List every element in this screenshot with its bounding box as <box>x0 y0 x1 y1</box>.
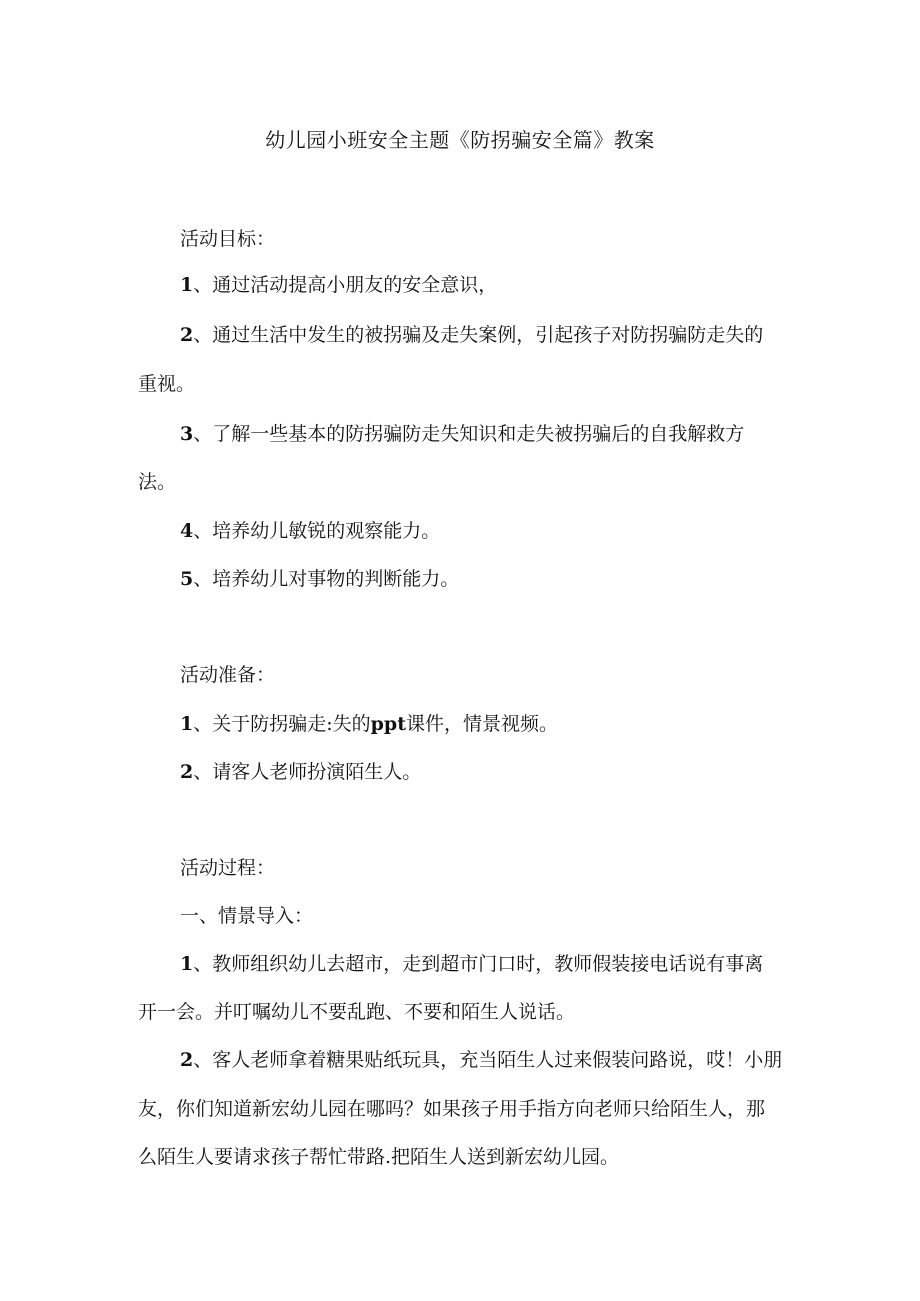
process-heading: 活动过程： <box>180 857 276 879</box>
goal-item-text: 、通过活动提高小朋友的安全意识， <box>193 274 498 296</box>
goal-item-3 <box>180 421 744 447</box>
goal-item-number: 2 <box>180 324 194 346</box>
prep-item-2 <box>180 759 421 785</box>
goal-item-number: 1 <box>180 274 194 296</box>
goal-item-number: 4 <box>180 520 194 542</box>
prep-item-1 <box>180 711 558 737</box>
prep-heading: 活动准备： <box>180 664 276 686</box>
goal-item-text: 、通过生活中发生的被拐骗及走失案例，引起孩子对防拐骗防走失的 <box>193 324 764 346</box>
goals-heading: 活动目标： <box>180 228 276 250</box>
process-item-2-continuation: 么陌生人要请求孩子帮忙带路.把陌生人送到新宏幼儿园。 <box>138 1146 620 1168</box>
process-item-1 <box>180 951 763 977</box>
prep-item-text: 、请客人老师扮演陌生人。 <box>193 761 422 783</box>
goal-item-text: 、培养幼儿敏锐的观察能力。 <box>193 520 441 542</box>
goal-item-number: 3 <box>180 423 194 445</box>
process-item-number: 2 <box>180 1049 194 1071</box>
goal-item-number: 5 <box>180 568 194 590</box>
prep-item-number: 2 <box>180 761 194 783</box>
process-item-2 <box>180 1047 782 1073</box>
prep-item-text-tail: 课件，情景视频。 <box>406 713 559 735</box>
process-subheading: 一、情景导入： <box>180 905 314 927</box>
goal-item-2-continuation: 重视。 <box>138 373 196 395</box>
prep-item-ppt-label: ppt <box>370 713 406 735</box>
prep-item-number: 1 <box>180 713 194 735</box>
process-item-text: 、教师组织幼儿去超市，走到超市门口时，教师假装接电话说有事离 <box>193 953 764 975</box>
goal-item-text: 、培养幼儿对事物的判断能力。 <box>193 568 460 590</box>
process-item-2-continuation: 友，你们知道新宏幼儿园在哪吗？如果孩子用手指方向老师只给陌生人，那 <box>138 1098 766 1120</box>
goal-item-5 <box>180 566 459 592</box>
goal-item-3-continuation: 法。 <box>138 471 177 493</box>
process-item-text: 、客人老师拿着糖果贴纸玩具，充当陌生人过来假装问路说，哎！小朋 <box>193 1049 783 1071</box>
goal-item-2 <box>180 322 763 348</box>
document-title: 幼儿园小班安全主题《防拐骗安全篇》教案 <box>265 128 655 152</box>
process-item-number: 1 <box>180 953 194 975</box>
process-item-1-continuation: 开一会。并叮嘱幼儿不要乱跑、不要和陌生人说话。 <box>138 1001 576 1023</box>
goal-item-4 <box>180 518 440 544</box>
goal-item-text: 、了解一些基本的防拐骗防走失知识和走失被拐骗后的自我解救方 <box>193 423 745 445</box>
goal-item-1 <box>180 272 497 298</box>
prep-item-text: 、关于防拐骗走:失的 <box>193 713 371 735</box>
